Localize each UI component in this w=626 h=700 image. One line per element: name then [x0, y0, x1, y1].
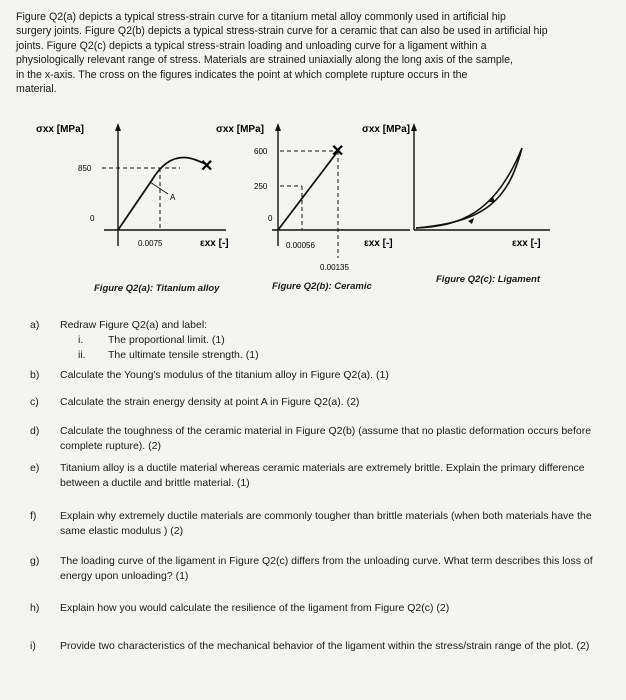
unloading-arrow: [468, 218, 474, 224]
question-text: Provide two characteristics of the mechanical behavior of the ligament within the stress/strain range of the plot. (2): [60, 640, 590, 652]
subitem: [60, 348, 600, 363]
figure-q2c: [362, 118, 600, 268]
y-axis-label: σxx [MPa]: [362, 124, 410, 135]
y-axis-label: σxx [MPa]: [36, 124, 84, 135]
x-tick-00056: 0.00056: [286, 241, 315, 250]
subitem: [60, 333, 600, 348]
intro-line: joints. Figure Q2(c) depicts a typical stress-strain loading and unloading curve for a ligament within a: [16, 39, 487, 52]
question-text: Titanium alloy is a ductile material whereas ceramic materials are extremely brittle. Explain the primary difference between a ductile and brittle material. (1): [60, 462, 585, 489]
y-tick-600: 600: [254, 147, 268, 156]
subitem-text: The proportional limit. (1): [108, 334, 225, 346]
question-text: Redraw Figure Q2(a) and label:: [60, 319, 208, 331]
subitem-numeral: i.: [78, 334, 84, 346]
question-letter: e): [30, 462, 40, 474]
question-b: [30, 368, 600, 383]
question-letter: h): [30, 602, 40, 614]
intro-line: surgery joints. Figure Q2(b) depicts a typical stress-strain curve for a ceramic that can also be used in artificial hip: [16, 25, 548, 38]
x-axis-label: εxx [-]: [200, 238, 229, 249]
subitem-text: The ultimate tensile strength. (1): [108, 349, 259, 361]
question-letter: a): [30, 319, 40, 331]
intro-paragraph: [16, 10, 562, 96]
x-tick-00135: 0.00135: [320, 263, 349, 272]
caption-q2a: Figure Q2(a): Titanium alloy: [94, 283, 220, 294]
figure-q2b-plot: [214, 118, 414, 272]
caption-q2c: Figure Q2(c): Ligament: [436, 274, 540, 285]
stress-strain-line: [278, 151, 338, 230]
y-tick-850: 850: [78, 164, 92, 173]
question-a: [30, 318, 600, 363]
rupture-cross: ✕: [331, 143, 345, 160]
y-axis-arrow: [411, 123, 417, 131]
y-axis-label: σxx [MPa]: [216, 124, 264, 135]
question-letter: g): [30, 555, 40, 567]
intro-line: physiologically relevant range of stress. Materials are strained uniaxially along the long axis of the sample,: [16, 54, 513, 67]
point-a-leader: [150, 182, 168, 194]
y-axis-arrow: [275, 123, 281, 131]
question-text: Explain why extremely ductile materials are commonly tougher than brittle materials (when both materials have the same elastic modulus ) (2): [60, 510, 592, 537]
figure-q2a-plot: [30, 118, 230, 268]
x-tick-0075: 0.0075: [138, 239, 163, 248]
subitem-numeral: ii.: [78, 349, 86, 361]
question-letter: d): [30, 425, 40, 437]
question-letter: i): [30, 640, 36, 652]
origin-label: 0: [268, 214, 273, 223]
question-text: Calculate the strain energy density at point A in Figure Q2(a). (2): [60, 396, 360, 408]
question-text: Calculate the toughness of the ceramic material in Figure Q2(b) (assume that no plastic deformation occurs before complete rupture). (2): [60, 425, 592, 452]
question-h: [30, 601, 600, 616]
rupture-cross: ✕: [200, 158, 214, 175]
x-axis-label: εxx [-]: [364, 238, 393, 249]
x-axis-label: εxx [-]: [512, 238, 541, 249]
question-text: Calculate the Young's modulus of the titanium alloy in Figure Q2(a). (1): [60, 369, 389, 381]
figure-q2c-plot: [362, 118, 600, 268]
question-letter: b): [30, 369, 40, 381]
question-letter: c): [30, 396, 39, 408]
question-e: [30, 461, 600, 491]
question-i: [30, 639, 600, 654]
question-d: [30, 424, 600, 454]
question-g: [30, 554, 600, 584]
origin-label: 0: [90, 214, 95, 223]
figure-q2b: [214, 118, 414, 272]
y-axis-arrow: [115, 123, 121, 131]
question-f: [30, 509, 600, 539]
caption-q2b: Figure Q2(b): Ceramic: [272, 281, 372, 292]
question-text: Explain how you would calculate the resilience of the ligament from Figure Q2(c) (2): [60, 602, 450, 614]
question-text: The loading curve of the ligament in Figure Q2(c) differs from the unloading curve. What term describes this loss of energy upon unloading? (1): [60, 555, 593, 582]
intro-line: Figure Q2(a) depicts a typical stress-strain curve for a titanium metal alloy commonly used in artificial hip: [16, 11, 506, 23]
intro-line: in the x-axis. The cross on the figures indicates the point at which complete rupture occurs in the: [16, 68, 468, 81]
point-a-label: A: [170, 193, 176, 202]
question-letter: f): [30, 510, 37, 522]
y-tick-250: 250: [254, 182, 268, 191]
question-c: [30, 395, 600, 410]
figure-q2a: [30, 118, 230, 268]
intro-line: material.: [16, 83, 57, 96]
